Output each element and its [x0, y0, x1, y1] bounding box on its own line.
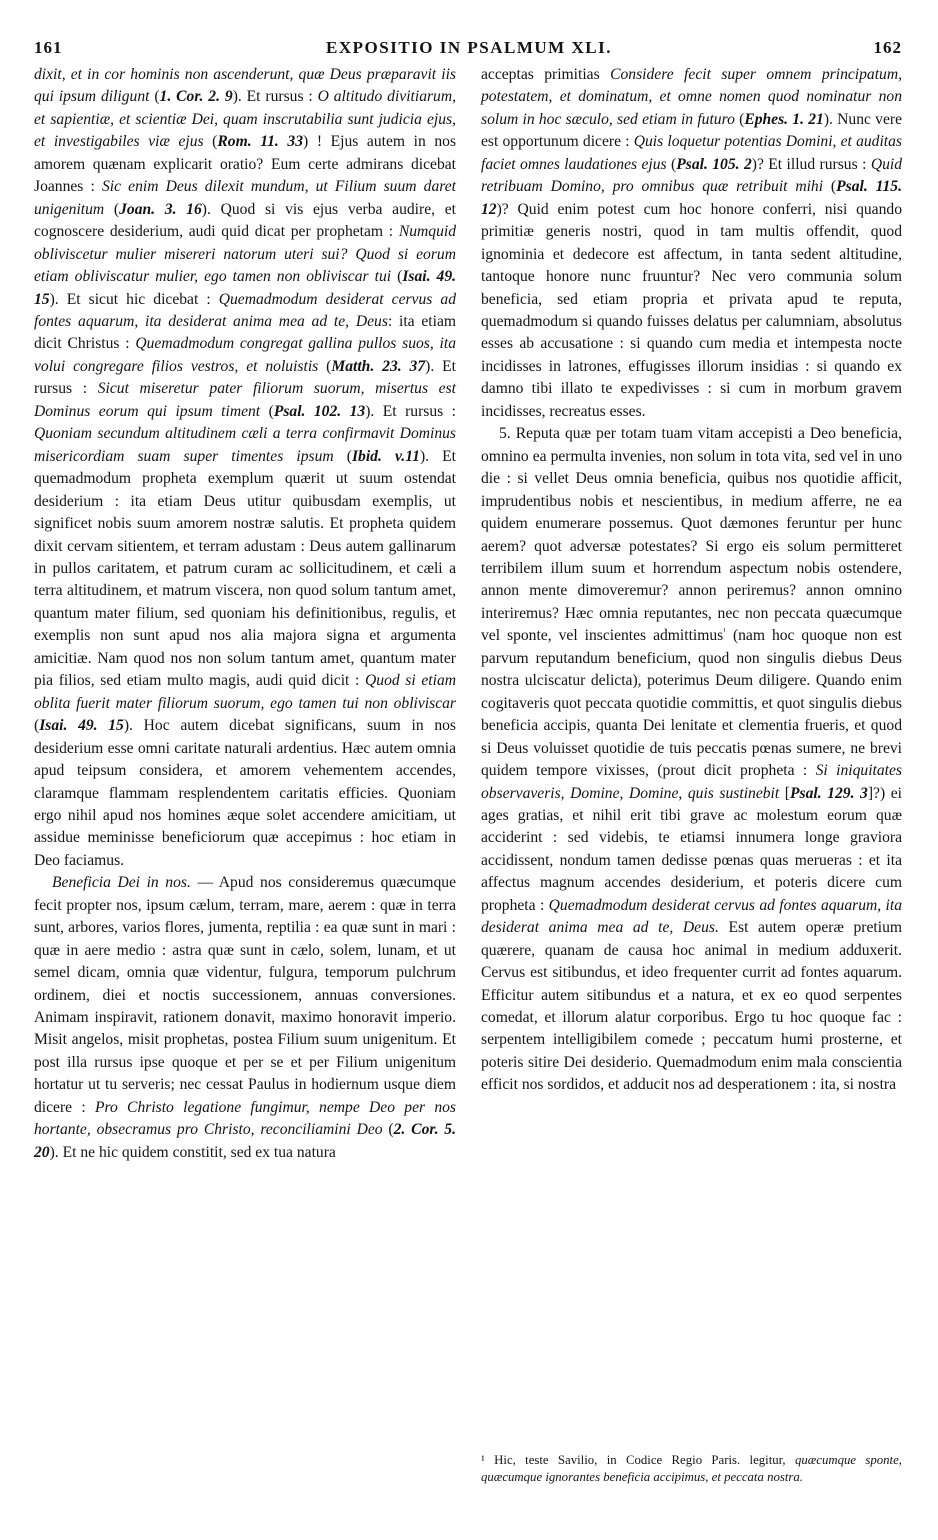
body-text: ). Nunc vere est opportunum dicere : — [481, 110, 903, 151]
body-text: ). Quod si vis ejus verba audire, et cognoscere desiderium, audi quid dicat per prophetam : — [34, 200, 456, 241]
italic-text: Beneficia Dei in nos. — [52, 874, 191, 892]
italic-text: Quemadmodum desiderat cervus ad fontes aquarum, ita desiderat anima mea ad te, Deus — [34, 290, 456, 330]
body-text: — Apud nos consideremus quæcumque fecit propter nos, ipsum cælum, terram, mare, aerem : quæ in terra sunt, arbores, varios flores, jumenta, reptilia : ea quæ sunt in mari : quæ in aere medio : astra quæ sunt in cælo, solem, lunam, et ut semel dicam, omnia quæ videntur, fulgura, temporum pulchrum ordinem, diei et noctis successionem, annuas conversiones. Animam inspiravit, rationem donavit, maximo honoravit imperio. Misit angelos, misit prophetas, postea Filium suum unigenitum. Et post illa rursus ipse quoque et per se et per Filium unigenitum hortatur ut tu serveris; nec cessat Paulus in hodiernum usque diem dicere : — [34, 874, 457, 1116]
italic-text: Isai. 49. 15 — [39, 717, 124, 735]
body-text: ). Hoc autem dicebat significans, suum in nos desiderium esse omni caritate naturali ardentius. Hæc autem omnia apud teipsum considera, et amorem vehementem accendes, claramque flammam resplendentem caritatis efficies. Quoniam ergo nihil apud nos homines æque solet accendere amicitiam, ut assidue meminisse beneficiorum quæ accepimus : hoc etiam in Deo faciamus. — [34, 717, 456, 869]
italic-text: Rom. 11. 33 — [217, 133, 304, 151]
body-text: ) ! Ejus autem in nos amorem quænam explicarit oratio? Eum certe admirans dicebat Joannes : — [34, 133, 457, 196]
body-text: ). Et sicut hic dicebat : — [49, 290, 219, 308]
body-text: ( — [382, 1121, 394, 1139]
body-text: [ — [779, 784, 790, 802]
italic-text: Pro Christo legatione fungimur, nempe Deo per nos hortante, obsecramus pro Christo, reconciliamini Deo — [34, 1098, 456, 1139]
body-text: )? Et illud rursus : — [751, 155, 871, 173]
italic-text: Psal. 129. 3 — [789, 784, 868, 802]
italic-text: Psal. 115. 12 — [481, 178, 903, 218]
italic-text: Ephes. 1. 21 — [744, 110, 824, 128]
italic-text: Matth. 23. 37 — [331, 357, 426, 375]
body-text: (nam hoc quoque non est parvum reputandum beneficium, quod non singulis diebus Deus nostra ulciscatur delicta), poterimus Deum diligere. Quando enim cogitaveris quot peccata quotidie committis, et quot singulis diebus beneficia accipis, quanta Dei lenitate et clementia frueris, et quod si Deus voluisset quotidie de tuis peccatis pœnas sumere, ne brevi quidem tempore vixisses, (prout dicit propheta : — [481, 627, 902, 780]
paragraph — [34, 872, 456, 1164]
body-text: )? Quid enim potest cum hoc honore conferri, nisi quando primitiæ generis nostri, quod in tam multis offendit, quod ignominia et dedecore est affectum, in tanta sedent altitudine, tantoque honore nunc fruuntur? Nec vero communia solum beneficia, sed etiam propria et privata apud te reputa, quemadmodum si quando fuisses delatus per calumniam, absolutus esses ab accusatione : si quando cum media et intempesta nocte incidisses in latrones, effugisses illorum insidias : si quando ex damno tibi illato te expedivisses : si cum in morbum gravem incidisses, recreatus esses. — [481, 200, 902, 420]
italic-text: dixit, et in cor hominis non ascenderunt, quæ Deus præparavit iis qui ipsum diligunt — [34, 66, 456, 106]
body-text: ]?) ei ages gratias, et nihil erit tibi grave ac molestum eorum quæ acciderint : sed videbis, te etiamsi innumera longe graviora accidissent, nondum tamen dedisse pœnas quas merueras : et ita affectus magnum accendes desiderium, et poteris dicere cum propheta : — [481, 784, 902, 914]
body-text: ). Et rursus : — [365, 402, 457, 420]
italic-text: O altitudo divitiarum, et sapientiæ, et scientiæ Dei, quam inscrutabilia sunt judicia ejus, et investigabiles viæ ejus — [34, 88, 457, 151]
italic-text: Quoniam secundum altitudinem cæli a terra confirmavit Dominus misericordiam suam super timentes ipsum — [34, 425, 456, 465]
body-text: ). Et quemadmodum propheta exemplum quærit ut suum ostendat desiderium : ita etiam Deus utitur quibusdam exemplis, ut significet nobis suum amorem nostræ salutis. Et propheta quidem dixit cervam sitientem, et terram adustam : Deus autem gallinarum in pullos caritatem, et patrum curam ac sollicitudinem, et cæli a terra altitudinem, et matrum viscera, non quod solum tantum amet, quantum mater filium, sed quoniam his definitionibus, regulis, et exemplis non sunt apud nos alia majora signa et argumenta amicitiæ. Nam quod nos non solum tantum amet, quantum mater pia filios, sed etiam multo magis, audi quid dicit : — [34, 447, 456, 690]
body-text: ( — [666, 155, 677, 173]
page-number-right: 162 — [873, 38, 902, 57]
body-text: ). Et rursus : — [34, 357, 457, 398]
body-text: : ita etiam dicit Christus : — [34, 312, 456, 353]
left-column — [34, 64, 456, 1164]
body-text: ( — [734, 110, 745, 128]
italic-text: Quid retribuam Domino, pro omnibus quæ retribuit mihi — [481, 155, 902, 196]
footnote-marker: ¹ — [723, 626, 726, 637]
body-text: acceptas primitias — [481, 66, 611, 83]
paragraph — [34, 64, 456, 872]
italic-text: Quemadmodum congregat gallina pullos suos, ita volui congregare filios vestros, et noluistis — [34, 335, 457, 375]
body-text: ¹ Hic, teste Savilio, in Codice Regio Paris. legitur, — [481, 1453, 795, 1467]
body-text: ( — [318, 357, 332, 375]
italic-text: Si iniquitates observaveris, Domine, Domine, quis sustinebit — [481, 762, 902, 802]
italic-text: Joan. 3. 16 — [119, 200, 202, 218]
italic-text: Ibid. v.11 — [351, 447, 420, 465]
body-text: ( — [104, 200, 120, 218]
body-text: ( — [391, 268, 403, 286]
body-text: ). Et rursus : — [232, 88, 318, 106]
italic-text: Psal. 105. 2 — [676, 155, 752, 173]
italic-text: Psal. 102. 13 — [273, 402, 366, 420]
italic-text: quæcumque sponte, quæcumque ignorantes beneficia accipimus, et peccata nostra. — [481, 1453, 902, 1484]
footnote — [481, 1452, 902, 1486]
italic-text: Considere fecit super omnem principatum, potestatem, et dominatum, et omne nomen quod nominatur non solum in hoc sæculo, sed etiam in futuro — [481, 66, 903, 128]
body-text: Est autem operæ pretium quærere, quanam de causa hoc animal in medium adduxerit. Cervus est sitibundus, et ideo frequenter currit ad fontes aquarum. Efficitur autem sitibundus et a natura, et ex eo quod serpentes comedat, et illorum alatur corporibus. Ergo tu hoc quoque fac : serpentem intelligibilem comede ; peccatum humi prosterne, et poteris sitire Dei desiderio. Quemadmodum enim mala conscientia efficit nos sordidos, et adducit nos ad desperationem : ita, si nostra — [481, 919, 902, 1094]
paragraph — [481, 64, 902, 423]
body-text: ( — [149, 88, 160, 106]
italic-text: Numquid obliviscetur mulier misereri natorum uteri sui? Quod si eorum etiam obliviscatur mulier, ego tamen non obliviscar tui — [34, 223, 456, 286]
running-header — [0, 30, 938, 58]
page-number-left: 161 — [34, 38, 63, 57]
italic-text: Quod si etiam oblita fuerit mater filiorum suorum, ego tamen tui non obliviscar — [34, 672, 456, 712]
italic-text: Sicut miseretur pater filiorum suorum, misertus est Dominus eorum qui ipsum timent — [34, 380, 456, 420]
body-text: 5. Reputa quæ per totam tuam vitam accepisti a Deo beneficia, omnino ea permulta invenies, non solum in tota vita, sed vel in uno die : si vellet Deus omnia beneficia, quibus nos quotidie afficit, imprudentibus nobis et nescientibus, in medium afferre, ne ea quidem enumerare possemus. Quot dæmones feruntur per hunc aerem? quot adversæ potestates? Si ergo eis solum permitteret terribilem illum suum et horrendum aspectum nobis ostendere, annon mente dimoveremur? annon periremus? annon omnino interiremus? Hæc omnia reputantes, nec non peccata quæcumque vel sponte, vel inscientes admittimus — [481, 425, 902, 645]
body-text: ( — [34, 717, 40, 735]
paragraph — [481, 423, 902, 1097]
body-text: ( — [260, 402, 274, 420]
italic-text: 1. Cor. 2. 9 — [159, 88, 233, 106]
body-text: ( — [823, 178, 837, 196]
italic-text: Quis loquetur potentias Domini, et auditas faciet omnes laudationes ejus — [481, 133, 902, 173]
italic-text: Sic enim Deus dilexit mundum, ut Filium suum daret unigenitum — [34, 178, 456, 218]
running-title: EXPOSITIO IN PSALMUM XLI. — [326, 38, 612, 57]
body-text: ( — [333, 447, 352, 465]
right-column — [481, 64, 902, 1097]
italic-text: 2. Cor. 5. 20 — [34, 1121, 457, 1161]
italic-text: Isai. 49. 15 — [34, 268, 457, 308]
body-text: ). Et ne hic quidem constitit, sed ex tua natura — [49, 1143, 336, 1161]
italic-text: Quemadmodum desiderat cervus ad fontes aquarum, ita desiderat anima mea ad te, Deus. — [481, 896, 903, 937]
body-text: ( — [203, 133, 218, 151]
